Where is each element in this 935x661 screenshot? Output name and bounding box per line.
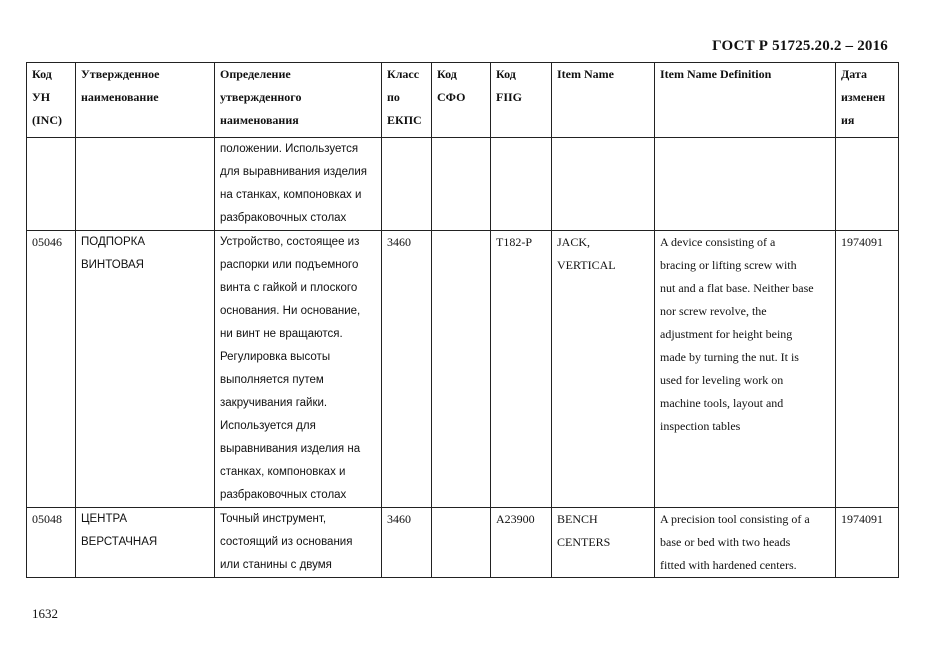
table-header-row: [27, 63, 899, 138]
cell-code-sfo: [432, 138, 491, 231]
cell-date-changed: [836, 138, 899, 231]
cell-item-name: BENCH CENTERS: [552, 508, 655, 578]
cell-code-un: [27, 138, 76, 231]
table-row: [27, 231, 899, 508]
cell-code-un: 05046: [27, 231, 76, 508]
cell-item-name-definition: A precision tool consisting of a base or bed with two heads fitted with hardened centers.: [655, 508, 836, 578]
header-item-name-definition: Item Name Definition: [655, 63, 836, 138]
cell-code-fiig: T182-P: [491, 231, 552, 508]
cell-class-ekps: 3460: [382, 508, 432, 578]
table-row: [27, 138, 899, 231]
header-code-un: Код УН (INC): [27, 63, 76, 138]
cell-approved-name: ЦЕНТРА ВЕРСТАЧНАЯ: [76, 508, 215, 578]
header-code-fiig: Код FIIG: [491, 63, 552, 138]
cell-item-name-definition: A device consisting of a bracing or lifting screw with nut and a flat base. Neither base nor screw revolve, the adjustment for height being made by turning the nut. It is used for leveling work on machine tools, layout and inspection tables: [655, 231, 836, 508]
cell-item-name: [552, 138, 655, 231]
cell-class-ekps: 3460: [382, 231, 432, 508]
standard-designation: ГОСТ Р 51725.20.2 – 2016: [712, 38, 888, 54]
cell-code-sfo: [432, 231, 491, 508]
page-number: 1632: [32, 606, 58, 621]
cell-code-sfo: [432, 508, 491, 578]
cell-approved-name: [76, 138, 215, 231]
cell-date-changed: 1974091: [836, 231, 899, 508]
header-approved-name: Утвержденное наименование: [76, 63, 215, 138]
header-class-ekps: Класс по ЕКПС: [382, 63, 432, 138]
catalog-table: [26, 62, 899, 578]
header-definition: Определение утвержденного наименования: [215, 63, 382, 138]
header-item-name: Item Name: [552, 63, 655, 138]
cell-date-changed: 1974091: [836, 508, 899, 578]
cell-approved-name: ПОДПОРКА ВИНТОВАЯ: [76, 231, 215, 508]
cell-class-ekps: [382, 138, 432, 231]
cell-definition: Точный инструмент, состоящий из основания или станины с двумя: [215, 508, 382, 578]
cell-item-name: JACK, VERTICAL: [552, 231, 655, 508]
cell-definition: положении. Используется для выравнивания изделия на станках, компоновках и разбраковочных столах: [215, 138, 382, 231]
cell-code-un: 05048: [27, 508, 76, 578]
cell-item-name-definition: [655, 138, 836, 231]
cell-code-fiig: A23900: [491, 508, 552, 578]
table-row: [27, 508, 899, 578]
header-code-sfo: Код СФО: [432, 63, 491, 138]
header-date-changed: Дата изменен ия: [836, 63, 899, 138]
cell-definition: Устройство, состоящее из распорки или подъемного винта с гайкой и плоского основания. Ни основание, ни винт не вращаются. Регулировка высоты выполняется путем закручивания гайки. Используется для выравнивания изделия на станках, компоновках и разбраковочных столах: [215, 231, 382, 508]
cell-code-fiig: [491, 138, 552, 231]
